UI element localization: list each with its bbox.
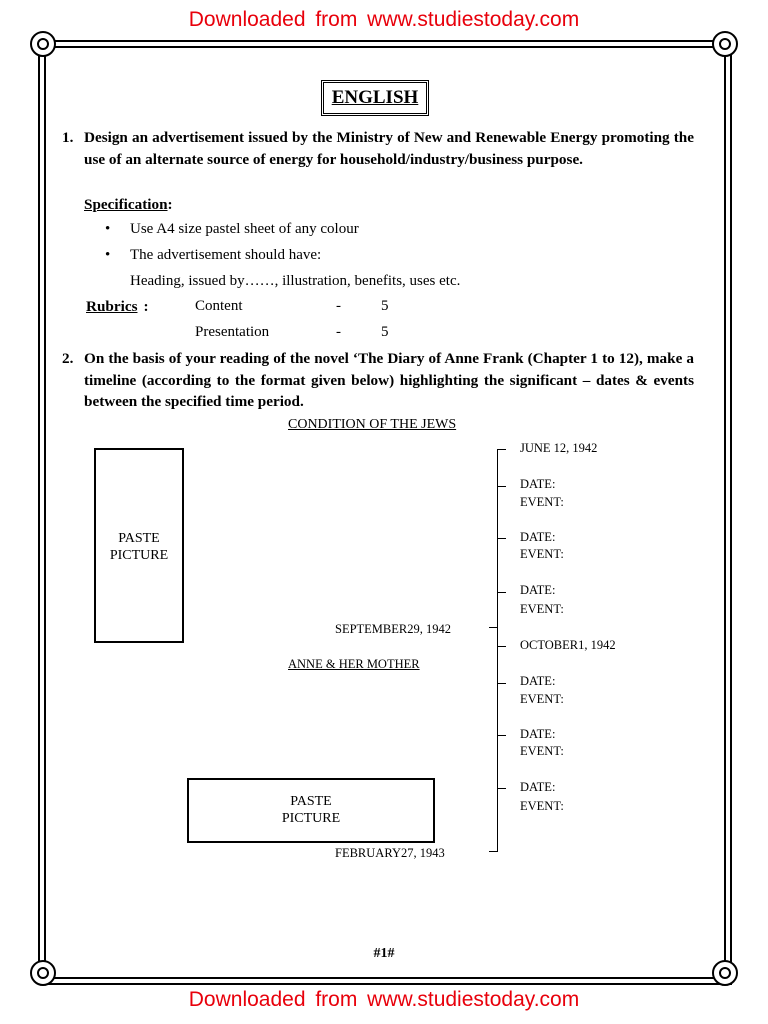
paste-label: PASTE	[290, 794, 332, 809]
top-banner: Downloaded from www.studiestoday.com	[188, 8, 580, 31]
timeline-entry-date: OCTOBER1, 1942	[520, 638, 616, 652]
timeline-tick	[498, 449, 506, 450]
timeline-entry-date: DATE:	[520, 583, 556, 597]
timeline-subheading: ANNE & HER MOTHER	[288, 657, 420, 671]
picture-label: PICTURE	[281, 811, 341, 826]
rubrics-heading	[86, 298, 149, 316]
bullet-icon: •	[105, 221, 111, 237]
rubric-dash: -	[336, 324, 341, 340]
rubric-item: Content	[195, 298, 243, 314]
question-number: 2.	[62, 350, 74, 367]
corner-ornament-icon	[30, 960, 56, 986]
bullet-item: Use A4 size pastel sheet of any colour	[130, 221, 359, 237]
timeline-entry-date: DATE:	[520, 674, 556, 688]
timeline-entry-event: EVENT:	[520, 547, 564, 561]
corner-ornament-icon	[712, 31, 738, 57]
timeline-entry-date: DATE:	[520, 530, 556, 544]
corner-ornament-icon	[30, 31, 56, 57]
picture-label: PICTURE	[109, 548, 169, 563]
timeline-tick	[498, 592, 506, 593]
timeline-entry-date: DATE:	[520, 727, 556, 741]
paste-picture-box-2	[187, 778, 435, 843]
page-number: #1#	[373, 946, 395, 961]
timeline-entry-date: JUNE 12, 1942	[520, 441, 598, 455]
timeline-left-date: FEBRUARY27, 1943	[335, 846, 445, 860]
specification-label: Specification	[84, 196, 168, 213]
rubric-dash: -	[336, 298, 341, 314]
paste-label: PASTE	[118, 531, 160, 546]
rubrics-colon: :	[143, 298, 149, 315]
paste-picture-box-1	[94, 448, 184, 643]
rubric-item: Presentation	[195, 324, 270, 340]
question-text: On the basis of your reading of the novel ‘The Diary of Anne Frank (Chapter 1 to 12), make a timeline (according to the format given below) highlighting the significant – dates & events between the specified time period.	[84, 350, 694, 410]
timeline-tick	[498, 735, 506, 736]
timeline-entry-event: EVENT:	[520, 495, 564, 509]
question-2	[62, 348, 694, 413]
bullet-subtext: Heading, issued by……, illustration, benefits, uses etc.	[130, 273, 461, 289]
subject-title: ENGLISH	[321, 80, 429, 116]
timeline-entry-event: EVENT:	[520, 744, 564, 758]
timeline-tick	[498, 486, 506, 487]
corner-ornament-icon	[712, 960, 738, 986]
rubric-marks: 5	[381, 324, 389, 340]
timeline-entry-date: DATE:	[520, 780, 556, 794]
timeline-left-date: SEPTEMBER29, 1942	[335, 622, 451, 636]
bullet-icon: •	[105, 247, 111, 263]
timeline-entry-event: EVENT:	[520, 692, 564, 706]
timeline-entry-event: EVENT:	[520, 799, 564, 813]
rubrics-label: Rubrics	[86, 298, 138, 315]
rubric-marks: 5	[381, 298, 389, 314]
question-number: 1.	[62, 129, 74, 146]
timeline-tick	[489, 627, 497, 628]
timeline-entry-event: EVENT:	[520, 602, 564, 616]
timeline-tick	[498, 538, 506, 539]
timeline-axis	[497, 449, 498, 852]
specification-heading	[84, 196, 173, 214]
timeline-tick	[498, 788, 506, 789]
timeline-tick	[489, 851, 497, 852]
question-1	[62, 127, 694, 170]
bullet-item: The advertisement should have:	[130, 247, 322, 263]
timeline-tick	[498, 646, 506, 647]
question-text: Design an advertisement issued by the Ministry of New and Renewable Energy promoting the use of an alternate source of energy for household/industry/business purpose.	[84, 129, 694, 168]
timeline-tick	[498, 683, 506, 684]
bottom-banner: Downloaded from www.studiestoday.com	[188, 988, 580, 1011]
specification-colon: :	[167, 196, 173, 213]
timeline-heading: CONDITION OF THE JEWS	[288, 417, 457, 432]
timeline-entry-date: DATE:	[520, 477, 556, 491]
